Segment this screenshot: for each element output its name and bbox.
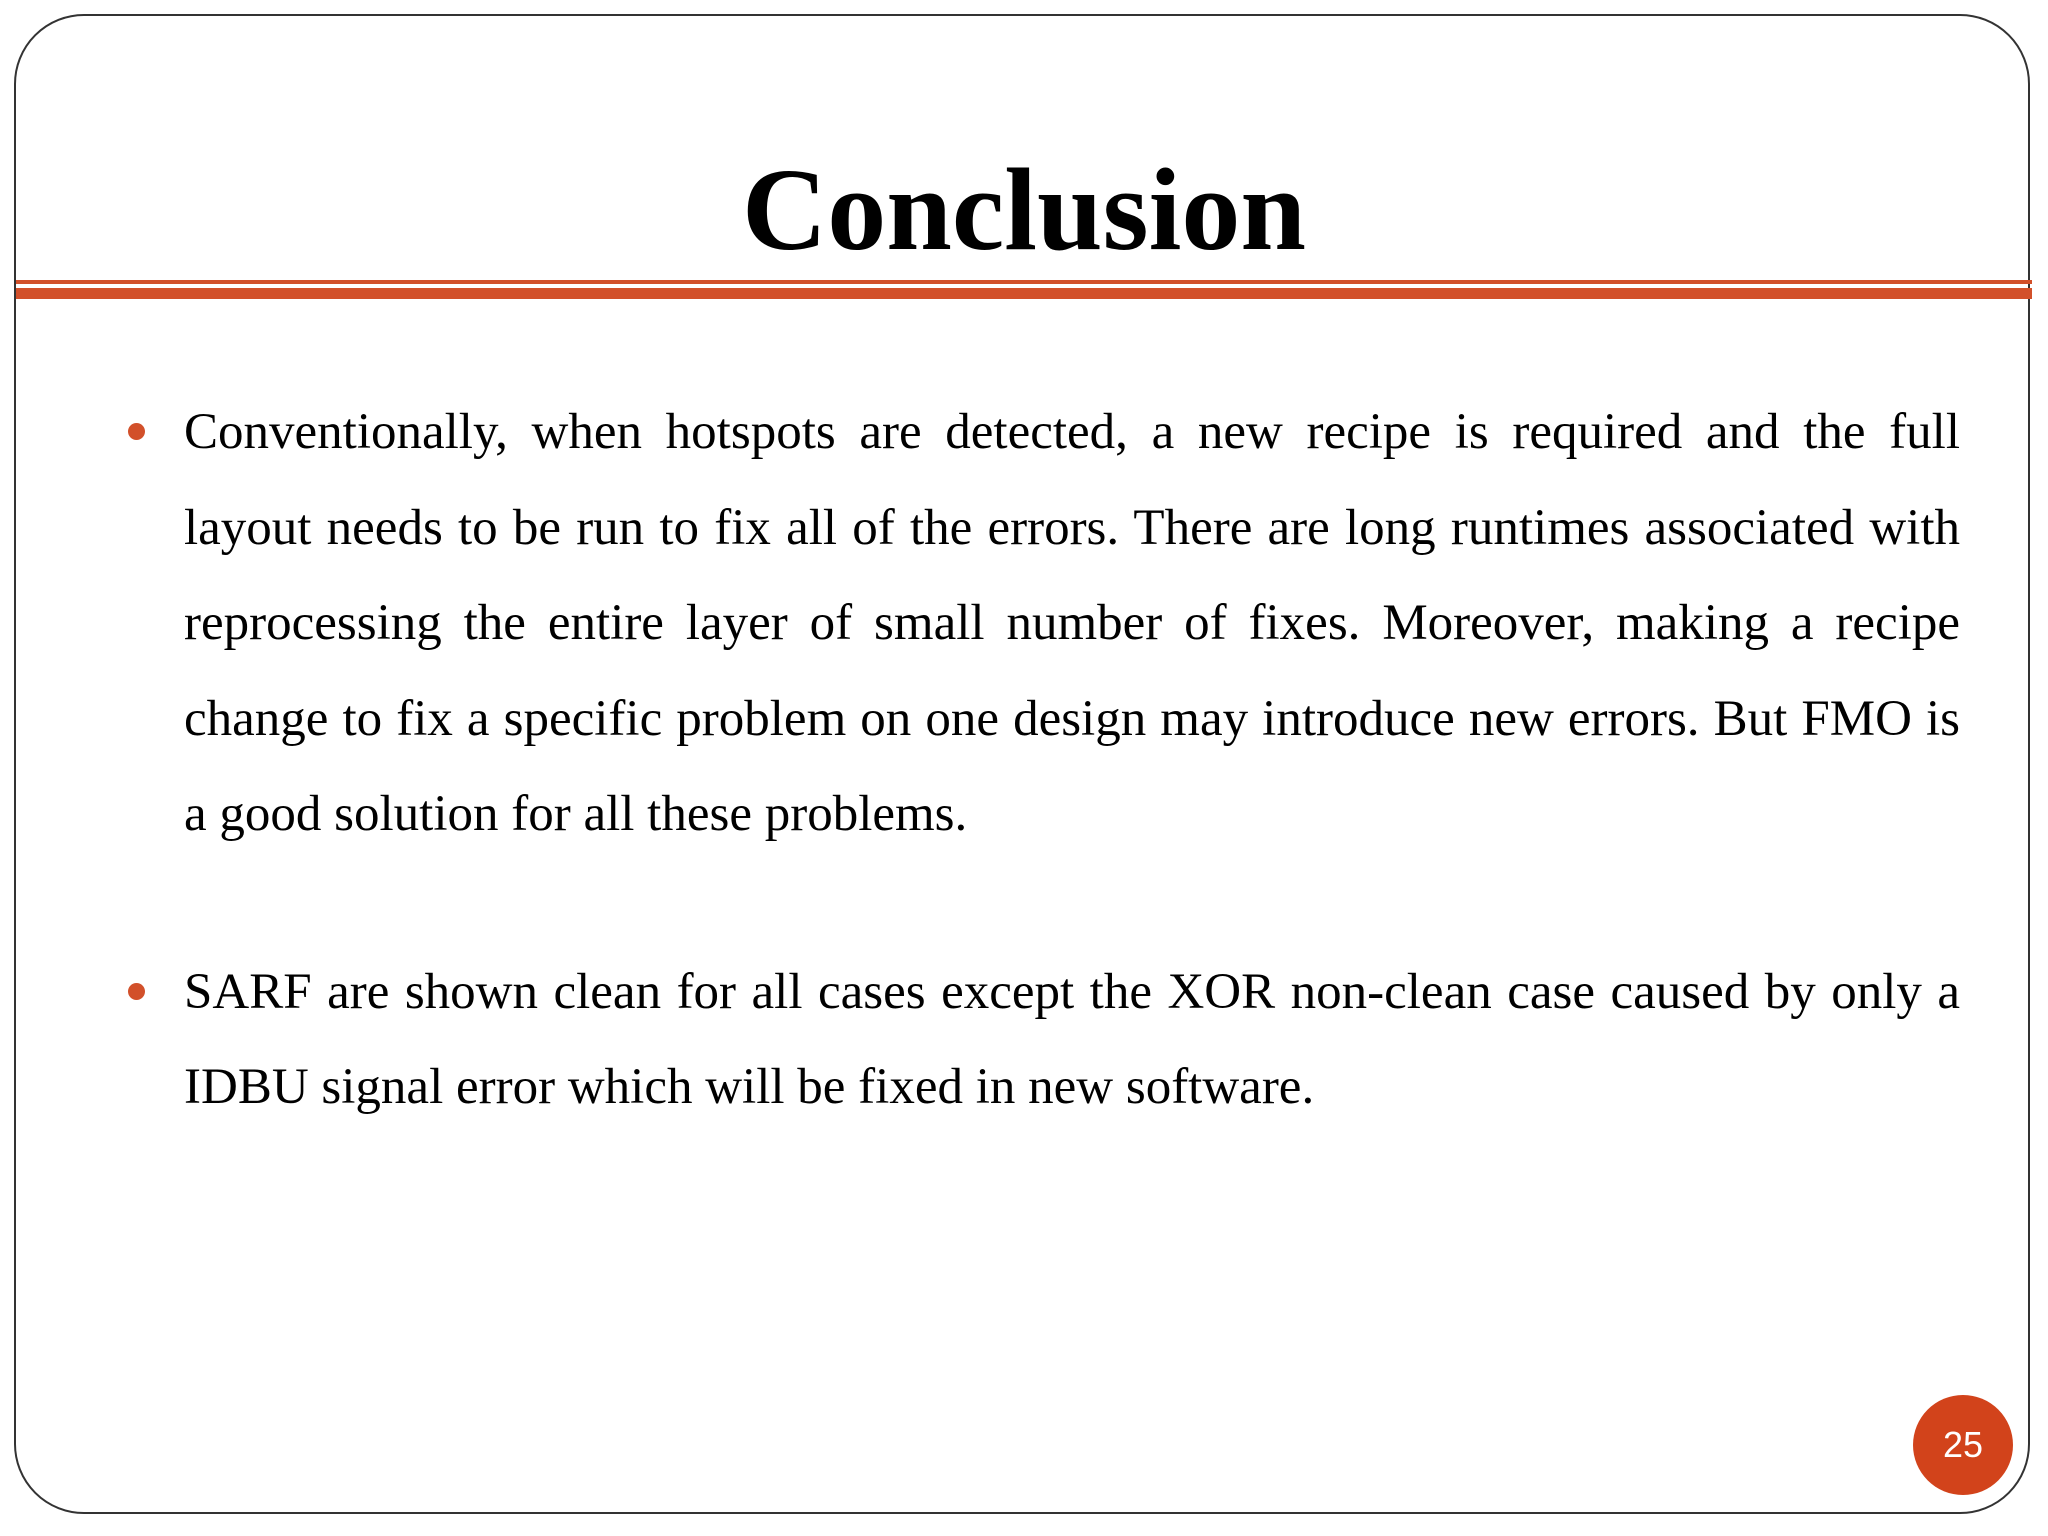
bullet-item-2: [184, 945, 1960, 1136]
slide-title: Conclusion: [742, 144, 1306, 275]
bullet-dot-icon: [128, 983, 145, 1000]
bullet-text: SARF are shown clean for all cases except the XOR non-clean case caused by only a IDBU signal error which will be fixed in new software.: [184, 963, 1960, 1115]
bullet-text: Conventionally, when hotspots are detected, a new recipe is required and the full layout needs to be run to fix all of the errors. There are long runtimes associated with reprocessing the entire layer of small number of fixes. Moreover, making a recipe change to fix a specific problem on one design may introduce new errors. But FMO is a good solution for all these problems.: [184, 404, 1960, 842]
page-number-badge: 25: [1913, 1395, 2013, 1495]
bullet-list: [184, 385, 1960, 1218]
bullet-item-1: [184, 385, 1960, 863]
title-divider-thick: [16, 288, 2032, 299]
bullet-dot-icon: [128, 423, 145, 440]
title-divider-thin: [16, 280, 2032, 284]
